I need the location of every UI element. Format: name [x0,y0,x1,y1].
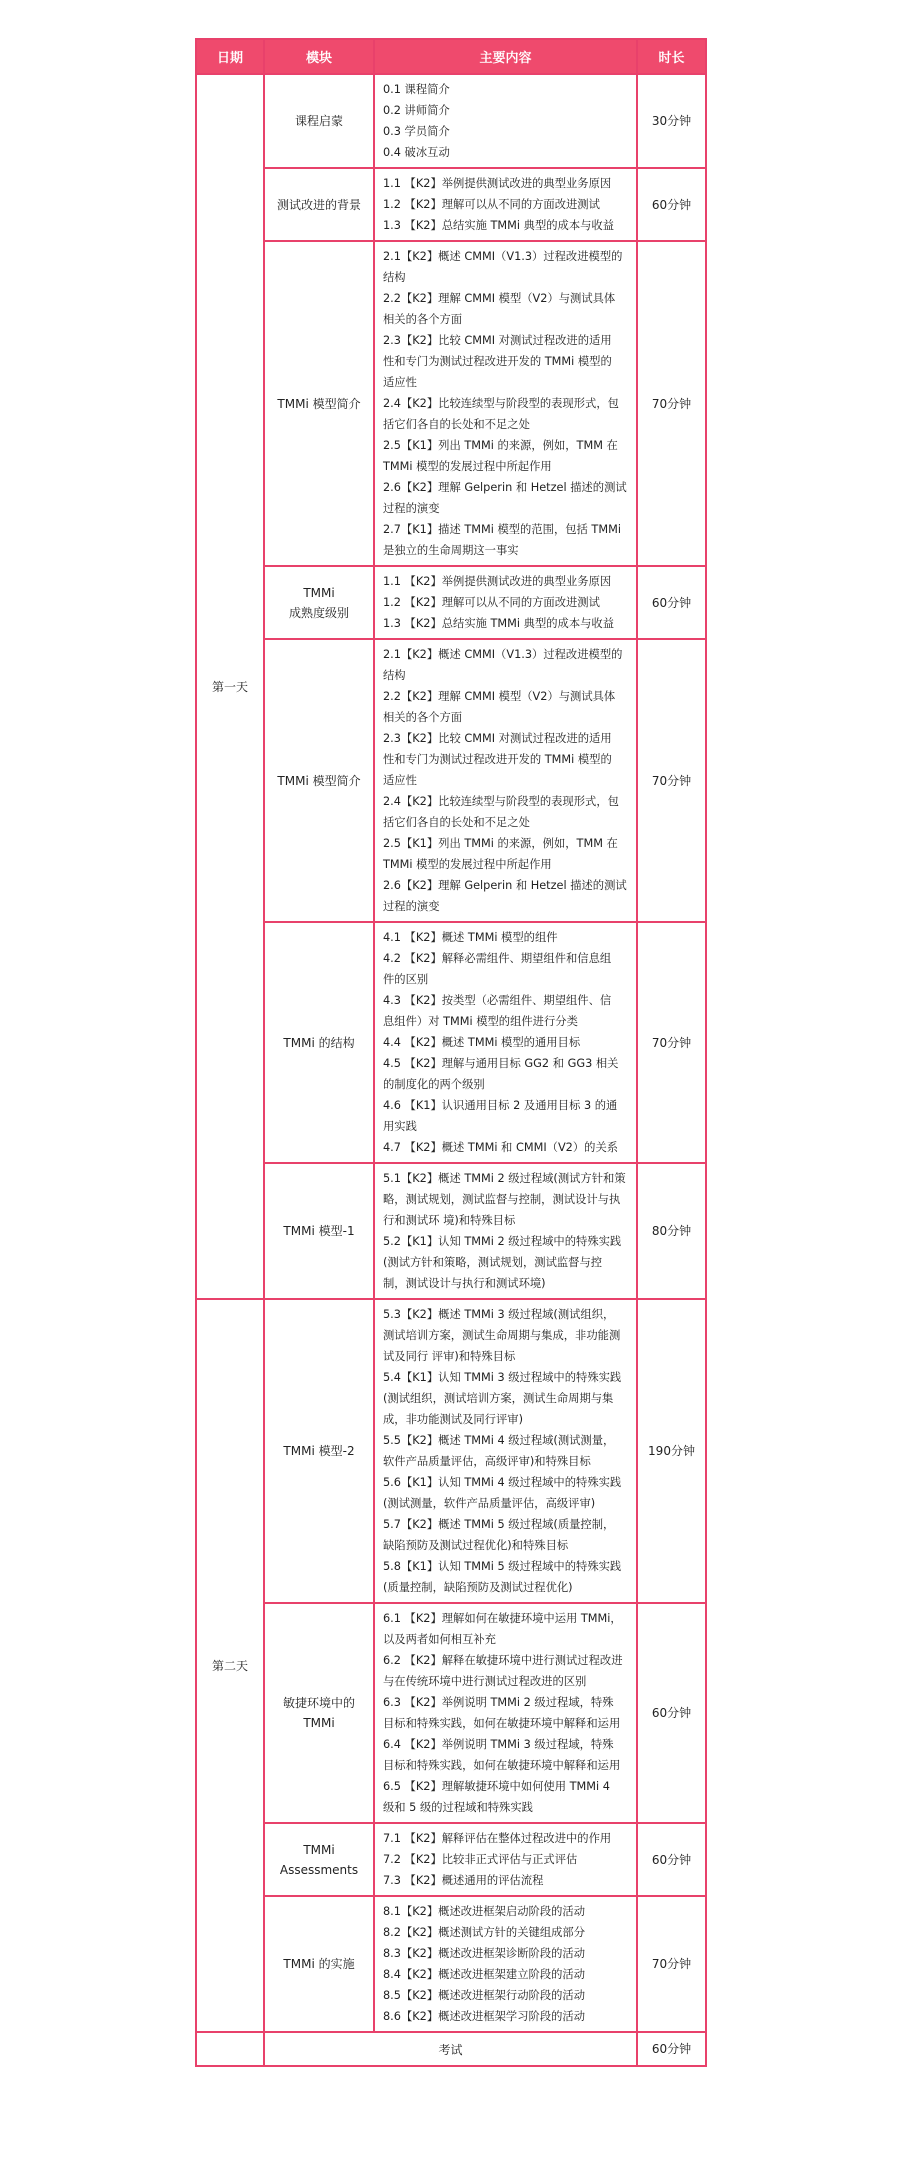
content-line: 略，测试规划，测试监督与控制，测试设计与执 [383,1193,621,1206]
content-line: 4.4 【K2】概述 TMMi 模型的通用目标 [383,1036,581,1049]
content-line: 5.6【K1】认知 TMMi 4 级过程域中的特殊实践 [383,1476,622,1489]
table-row [196,74,706,168]
header-module: 模块 [264,39,374,74]
content-line: 的制度化的两个级别 [383,1078,485,1091]
content-line: 1.3 【K2】总结实施 TMMi 典型的成本与收益 [383,617,615,630]
duration-cell: 60分钟 [637,566,706,639]
content-line: 制，测试设计与执行和测试环境) [383,1277,546,1290]
content-line: 2.7【K1】描述 TMMi 模型的范围，包括 TMMi [383,523,621,536]
content-line: 2.5【K1】列出 TMMi 的来源，例如，TMM 在 [383,837,618,850]
module-cell: TMMi 成熟度级别 [264,566,374,639]
exam-duration: 60分钟 [637,2032,706,2066]
content-line: (质量控制，缺陷预防及测试过程优化) [383,1581,573,1594]
content-line: 5.7【K2】概述 TMMi 5 级过程域(质量控制， [383,1518,615,1531]
content-line: 括它们各自的长处和不足之处 [383,418,530,431]
schedule-table [195,38,707,2067]
module-cell: 课程启蒙 [264,74,374,168]
module-cell: TMMi 的实施 [264,1896,374,2032]
content-line: 8.2【K2】概述测试方针的关键组成部分 [383,1926,586,1939]
module-cell: TMMi 模型-2 [264,1299,374,1603]
content-line: 7.3 【K2】概述通用的评估流程 [383,1874,544,1887]
content-line: 2.5【K1】列出 TMMi 的来源，例如，TMM 在 [383,439,618,452]
content-line: 8.1【K2】概述改进框架启动阶段的活动 [383,1905,586,1918]
content-line: 0.4 破冰互动 [383,146,450,159]
content-line: 是独立的生命周期这一事实 [383,544,519,557]
module-cell: TMMi Assessments [264,1823,374,1896]
content-line: 5.4【K1】认知 TMMi 3 级过程域中的特殊实践 [383,1371,622,1384]
content-cell [374,922,637,1163]
content-line: 4.2 【K2】解释必需组件、期望组件和信息组 [383,952,612,965]
content-line: 8.6【K2】概述改进框架学习阶段的活动 [383,2010,586,2023]
content-cell [374,1299,637,1603]
content-line: 性和专门为测试过程改进开发的 TMMi 模型的 [383,753,612,766]
content-line: 8.5【K2】概述改进框架行动阶段的活动 [383,1989,586,2002]
content-line: 5.8【K1】认知 TMMi 5 级过程域中的特殊实践 [383,1560,622,1573]
content-line: TMMi 模型的发展过程中所起作用 [383,460,552,473]
duration-cell: 30分钟 [637,74,706,168]
content-line: 件的区别 [383,973,429,986]
content-line: 2.4【K2】比较连续型与阶段型的表现形式，包 [383,397,619,410]
content-line: 行和测试环 境)和特殊目标 [383,1214,516,1227]
content-cell [374,566,637,639]
duration-cell: 60分钟 [637,1823,706,1896]
content-line: 0.3 学员简介 [383,125,450,138]
module-cell: TMMi 模型简介 [264,241,374,566]
content-line: 性和专门为测试过程改进开发的 TMMi 模型的 [383,355,612,368]
content-line: 4.7 【K2】概述 TMMi 和 CMMI（V2）的关系 [383,1141,619,1154]
duration-cell: 70分钟 [637,241,706,566]
content-line: 软件产品质量评估，高级评审)和特殊目标 [383,1455,591,1468]
content-line: 2.2【K2】理解 CMMI 模型（V2）与测试具体 [383,292,616,305]
content-line: 5.3【K2】概述 TMMi 3 级过程域(测试组织， [383,1308,615,1321]
header-content: 主要内容 [374,39,637,74]
content-line: 5.1【K2】概述 TMMi 2 级过程域(测试方针和策 [383,1172,626,1185]
content-line: 1.3 【K2】总结实施 TMMi 典型的成本与收益 [383,219,615,232]
content-line: 级和 5 级的过程域和特殊实践 [383,1801,533,1814]
content-line: 括它们各自的长处和不足之处 [383,816,530,829]
content-cell [374,1603,637,1823]
content-line: 2.4【K2】比较连续型与阶段型的表现形式，包 [383,795,619,808]
content-line: (测试方针和策略，测试规划，测试监督与控 [383,1256,603,1269]
content-line: 1.2 【K2】理解可以从不同的方面改进测试 [383,596,600,609]
content-cell [374,1896,637,2032]
content-line: 1.1 【K2】举例提供测试改进的典型业务原因 [383,177,612,190]
content-line: 相关的各个方面 [383,313,463,326]
content-line: 适应性 [383,376,417,389]
content-line: 6.3 【K2】举例说明 TMMi 2 级过程域，特殊 [383,1696,614,1709]
content-line: 息组件）对 TMMi 模型的组件进行分类 [383,1015,578,1028]
module-cell: TMMi 模型-1 [264,1163,374,1299]
module-cell: TMMi 的结构 [264,922,374,1163]
duration-cell: 70分钟 [637,922,706,1163]
content-line: 2.3【K2】比较 CMMI 对测试过程改进的适用 [383,334,612,347]
table-row [196,1896,706,2032]
duration-cell: 190分钟 [637,1299,706,1603]
content-line: 2.3【K2】比较 CMMI 对测试过程改进的适用 [383,732,612,745]
duration-cell: 60分钟 [637,1603,706,1823]
content-line: 0.1 课程简介 [383,83,450,96]
content-line: 相关的各个方面 [383,711,463,724]
day-cell: 第二天 [196,1299,264,2032]
content-line: 8.3【K2】概述改进框架诊断阶段的活动 [383,1947,586,1960]
table-row [196,168,706,241]
table-header-row [196,39,706,74]
content-line: 7.2 【K2】比较非正式评估与正式评估 [383,1853,578,1866]
content-cell [374,241,637,566]
table-row [196,922,706,1163]
content-line: 0.2 讲师简介 [383,104,450,117]
content-line: (测试测量，软件产品质量评估，高级评审) [383,1497,596,1510]
content-line: 过程的演变 [383,900,440,913]
header-date: 日期 [196,39,264,74]
table-row [196,1603,706,1823]
exam-row [196,2032,706,2066]
exam-date-cell [196,2032,264,2066]
content-line: 成，非功能测试及同行评审) [383,1413,523,1426]
duration-cell: 60分钟 [637,168,706,241]
table-row [196,1163,706,1299]
content-line: 结构 [383,669,406,682]
content-line: 缺陷预防及测试过程优化)和特殊目标 [383,1539,569,1552]
header-duration: 时长 [637,39,706,74]
content-line: 6.5 【K2】理解敏捷环境中如何使用 TMMi 4 [383,1780,610,1793]
content-line: 过程的演变 [383,502,440,515]
content-line: 2.2【K2】理解 CMMI 模型（V2）与测试具体 [383,690,616,703]
content-line: 适应性 [383,774,417,787]
table-row [196,1299,706,1603]
exam-label: 考试 [264,2032,637,2066]
duration-cell: 70分钟 [637,639,706,922]
content-cell [374,168,637,241]
table-row [196,566,706,639]
content-line: 目标和特殊实践，如何在敏捷环境中解释和运用 [383,1759,621,1772]
duration-cell: 70分钟 [637,1896,706,2032]
content-line: 2.6【K2】理解 Gelperin 和 Hetzel 描述的测试 [383,879,627,892]
content-line: 8.4【K2】概述改进框架建立阶段的活动 [383,1968,586,1981]
content-line: 结构 [383,271,406,284]
table-body [196,74,706,2066]
content-cell [374,639,637,922]
content-line: 以及两者如何相互补充 [383,1633,496,1646]
content-line: 6.2 【K2】解释在敏捷环境中进行测试过程改进 [383,1654,623,1667]
content-line: 4.5 【K2】理解与通用目标 GG2 和 GG3 相关 [383,1057,619,1070]
content-line: 1.1 【K2】举例提供测试改进的典型业务原因 [383,575,612,588]
table-row [196,1823,706,1896]
content-cell [374,1823,637,1896]
module-cell: TMMi 模型简介 [264,639,374,922]
content-line: 4.1 【K2】概述 TMMi 模型的组件 [383,931,558,944]
table-row [196,639,706,922]
module-cell: 测试改进的背景 [264,168,374,241]
content-line: 4.3 【K2】按类型（必需组件、期望组件、信 [383,994,612,1007]
content-line: 2.1【K2】概述 CMMI（V1.3）过程改进模型的 [383,648,623,661]
content-line: 试及同行 评审)和特殊目标 [383,1350,516,1363]
content-line: 1.2 【K2】理解可以从不同的方面改进测试 [383,198,600,211]
content-line: (测试组织，测试培训方案，测试生命周期与集 [383,1392,614,1405]
content-line: 2.1【K2】概述 CMMI（V1.3）过程改进模型的 [383,250,623,263]
content-line: 6.1 【K2】理解如何在敏捷环境中运用 TMMi， [383,1612,622,1625]
day-cell: 第一天 [196,74,264,1299]
content-line: 与在传统环境中进行测试过程改进的区别 [383,1675,587,1688]
duration-cell: 80分钟 [637,1163,706,1299]
content-line: 6.4 【K2】举例说明 TMMi 3 级过程域，特殊 [383,1738,614,1751]
content-line: 测试培训方案，测试生命周期与集成，非功能测 [383,1329,621,1342]
content-line: 4.6 【K1】认识通用目标 2 及通用目标 3 的通 [383,1099,618,1112]
content-line: TMMi 模型的发展过程中所起作用 [383,858,552,871]
content-line: 5.5【K2】概述 TMMi 4 级过程域(测试测量， [383,1434,615,1447]
table-row [196,241,706,566]
content-line: 用实践 [383,1120,417,1133]
content-line: 目标和特殊实践，如何在敏捷环境中解释和运用 [383,1717,621,1730]
content-line: 7.1 【K2】解释评估在整体过程改进中的作用 [383,1832,612,1845]
content-cell [374,74,637,168]
content-line: 5.2【K1】认知 TMMi 2 级过程域中的特殊实践 [383,1235,622,1248]
content-cell [374,1163,637,1299]
module-cell: 敏捷环境中的 TMMi [264,1603,374,1823]
content-line: 2.6【K2】理解 Gelperin 和 Hetzel 描述的测试 [383,481,627,494]
